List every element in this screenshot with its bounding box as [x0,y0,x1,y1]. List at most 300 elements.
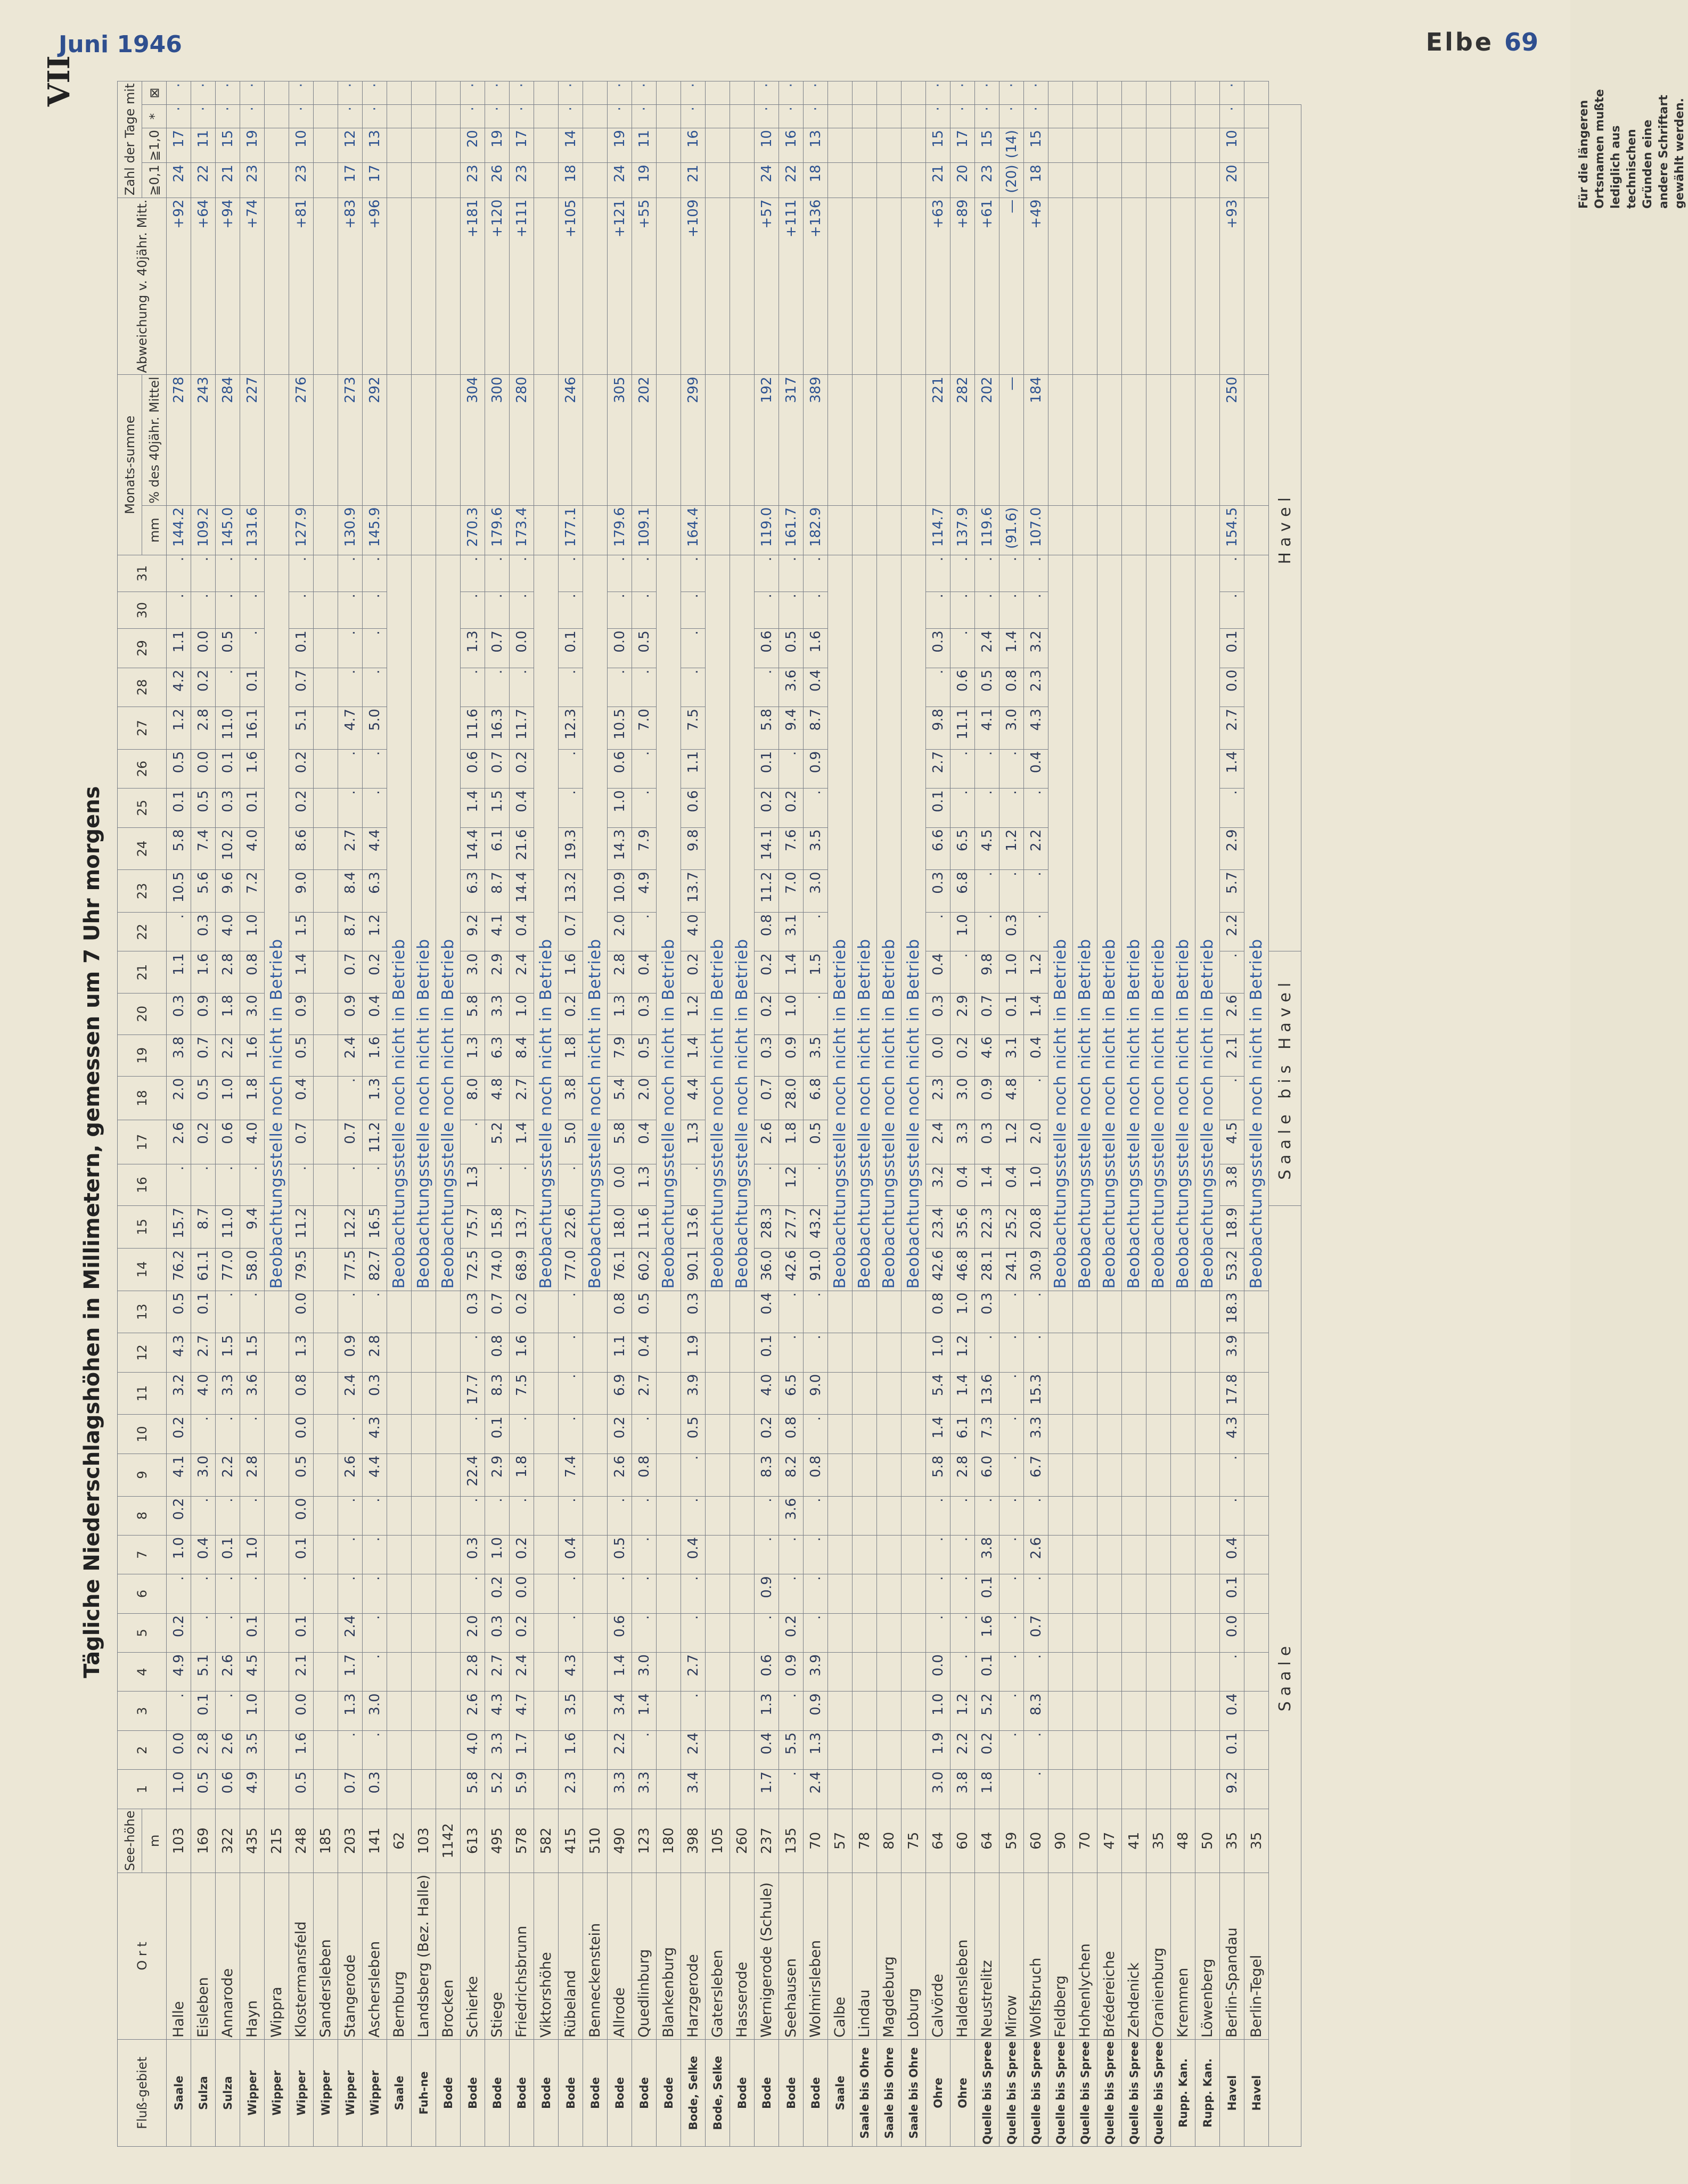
day-cell [706,1574,730,1613]
station-name: Magdeburg [877,1873,902,2039]
day-value: 76.1 [608,1248,632,1291]
day-cell [1122,1535,1146,1574]
day-value: . [338,668,363,707]
summary-dev: +105 [559,198,583,375]
day-cell [1073,1496,1097,1535]
summary-cell [730,105,755,128]
day-value: . [1024,789,1048,827]
summary-cell [583,105,608,128]
day-value: 0.5 [167,749,191,788]
summary-dev: +121 [608,198,632,375]
day-value: 9.2 [1220,1770,1244,1809]
station-name: Wippra [265,1873,289,2039]
summary-cell [1122,81,1146,105]
day-cell [706,1730,730,1769]
day-cell [412,1653,436,1692]
station-elevation: 578 [510,1809,534,1873]
header-day: 11 [118,1372,167,1415]
day-value: . [1024,592,1048,629]
day-cell [583,1454,608,1496]
summary-cell [534,198,559,375]
day-value: 1.9 [926,1730,950,1769]
not-in-operation-note: Beobachtungsstelle noch nicht in Betrieb [902,555,926,1291]
day-value: 0.4 [510,789,534,827]
day-value: . [950,629,975,668]
summary-cell [265,128,289,163]
day-cell [1073,1653,1097,1692]
station-elevation: 35 [1220,1809,1244,1873]
day-value [314,1034,338,1076]
day-value: . [999,1574,1024,1613]
summary-sn: · [926,105,950,128]
day-value: 0.7 [289,1120,314,1164]
day-cell [1171,1496,1195,1535]
day-value: 11.2 [289,1206,314,1249]
day-cell [265,1613,289,1652]
station-elevation: 613 [461,1809,485,1873]
day-value: 1.4 [289,951,314,993]
day-value: 11.2 [755,870,779,913]
day-value: 1.4 [510,1120,534,1164]
day-value: . [681,1692,706,1730]
day-cell [1073,1333,1097,1372]
summary-cell [1097,163,1122,198]
summary-cell [1048,81,1073,105]
day-value: 2.0 [461,1613,485,1652]
summary-cell [1048,105,1073,128]
day-value: . [926,555,950,592]
summary-mm: 154.5 [1220,505,1244,555]
day-value: 1.6 [289,1730,314,1769]
day-value: . [240,629,265,668]
day-value: 3.2 [1024,629,1048,668]
day-value: 8.7 [804,707,828,750]
day-value: 0.1 [191,1291,216,1333]
summary-gw: · [779,81,804,105]
day-value: 7.3 [975,1415,999,1454]
summary-n2: 12 [338,128,363,163]
day-value: 3.3 [1024,1415,1048,1454]
summary-mm: 109.2 [191,505,216,555]
summary-sn: · [167,105,191,128]
table-row [436,81,461,2147]
day-cell [412,1692,436,1730]
day-cell [902,1613,926,1652]
day-cell [828,1692,853,1730]
summary-pct: 202 [632,375,657,505]
day-value: . [950,789,975,827]
day-value: 0.1 [240,1613,265,1652]
day-value: 2.3 [1024,668,1048,707]
day-value: 1.4 [681,1034,706,1076]
day-value: 0.9 [804,749,828,788]
flussgebiet-cell: Bode [510,2039,534,2146]
day-value: 1.3 [461,629,485,668]
day-value: 0.1 [755,749,779,788]
day-cell [534,1574,559,1613]
day-value: 1.6 [363,1034,387,1076]
day-value: 2.7 [926,749,950,788]
day-value: 1.0 [950,913,975,951]
day-value: 1.0 [240,1535,265,1574]
header-seehoehe: See-höhe [118,1809,142,1873]
day-cell [902,1415,926,1454]
day-value: 0.4 [632,951,657,993]
day-value: . [338,629,363,668]
summary-gw [314,81,338,105]
day-cell [1122,1770,1146,1809]
day-value: 20.8 [1024,1206,1048,1249]
day-value: 3.8 [950,1770,975,1809]
day-value: . [975,555,999,592]
day-cell [1195,1291,1220,1333]
summary-cell [657,105,681,128]
day-value: 4.4 [363,1454,387,1496]
day-cell [1195,1415,1220,1454]
day-value: 0.5 [289,1770,314,1809]
day-value: 0.8 [289,1372,314,1415]
day-value: . [999,555,1024,592]
day-value: 28.0 [779,1076,804,1120]
day-value: 6.3 [461,870,485,913]
header-day: 14 [118,1248,167,1291]
day-value: 0.3 [461,1535,485,1574]
station-elevation: 203 [338,1809,363,1873]
day-value: 1.8 [779,1120,804,1164]
day-value: . [779,1291,804,1333]
station-elevation: 62 [387,1809,412,1873]
summary-cell [1097,105,1122,128]
flussgebiet-cell: Bode [804,2039,828,2146]
day-value: 27.7 [779,1206,804,1249]
summary-sn: · [1220,105,1244,128]
day-cell [730,1372,755,1415]
day-value: 16.3 [485,707,510,750]
day-value: . [804,1496,828,1535]
summary-cell [583,128,608,163]
day-value: 1.4 [1220,749,1244,788]
day-cell [583,1333,608,1372]
day-value: 22.4 [461,1454,485,1496]
day-value: 1.7 [755,1770,779,1809]
summary-cell [877,105,902,128]
day-cell [1122,1454,1146,1496]
day-value: . [216,1574,240,1613]
station-elevation: 64 [975,1809,999,1873]
summary-n1: 24 [608,163,632,198]
day-cell [1244,1653,1269,1692]
day-value: 1.0 [1024,1164,1048,1205]
station-elevation: 185 [314,1809,338,1873]
not-in-operation-note: Beobachtungsstelle noch nicht in Betrieb [387,555,412,1291]
day-cell [534,1653,559,1692]
day-value: 4.4 [363,827,387,870]
day-value: 1.3 [461,1164,485,1205]
day-cell [902,1333,926,1372]
day-cell [1048,1496,1073,1535]
summary-pct: 273 [338,375,363,505]
day-value: 0.7 [559,913,583,951]
day-value: 2.8 [216,951,240,993]
station-elevation: 103 [167,1809,191,1873]
day-cell [412,1613,436,1652]
summary-sn: · [950,105,975,128]
day-value: 2.4 [338,1034,363,1076]
day-value: 1.4 [779,951,804,993]
day-value: 3.4 [608,1692,632,1730]
day-value: . [167,555,191,592]
summary-cell [902,198,926,375]
day-value: 79.5 [289,1248,314,1291]
day-value: . [510,1415,534,1454]
day-value: 0.4 [755,1730,779,1769]
day-value: 1.0 [167,1770,191,1809]
day-value: . [926,592,950,629]
day-cell [853,1415,877,1454]
day-value: 0.2 [485,1574,510,1613]
summary-sn: · [510,105,534,128]
station-elevation: 260 [730,1809,755,1873]
day-value: . [167,1164,191,1205]
day-value: 0.3 [975,1291,999,1333]
summary-cell [387,375,412,505]
day-value: . [1024,913,1048,951]
day-value: 1.1 [167,629,191,668]
day-cell [1195,1454,1220,1496]
day-value: 2.3 [559,1770,583,1809]
day-value [314,1120,338,1164]
day-value: . [216,1415,240,1454]
summary-cell [1244,81,1269,105]
summary-cell [265,105,289,128]
day-cell [1122,1613,1146,1652]
day-value: 3.9 [1220,1333,1244,1372]
summary-cell [1073,105,1097,128]
table-row [583,81,608,2147]
day-value: 0.9 [338,993,363,1034]
day-cell [436,1770,461,1809]
day-value: 3.3 [485,1730,510,1769]
summary-cell [853,81,877,105]
header-ge10: ≧1,0 [142,128,167,163]
day-value [314,1653,338,1692]
day-value: 3.8 [1220,1164,1244,1205]
header-day: 24 [118,827,167,870]
summary-dev: +96 [363,198,387,375]
summary-cell [1122,163,1146,198]
day-value: 1.4 [608,1653,632,1692]
day-value: 0.3 [755,1034,779,1076]
day-cell [657,1692,681,1730]
day-value: . [999,1692,1024,1730]
summary-cell [1244,105,1269,128]
summary-n2: 10 [289,128,314,163]
day-value: 1.7 [338,1653,363,1692]
day-value: 4.8 [485,1076,510,1120]
day-value: 0.2 [681,951,706,993]
summary-cell [1171,198,1195,375]
day-value: 1.2 [363,913,387,951]
flussgebiet-cell: Bode [461,2039,485,2146]
day-value: 0.3 [926,629,950,668]
station-elevation: 80 [877,1809,902,1873]
day-value: 0.4 [632,1333,657,1372]
day-cell [1146,1770,1171,1809]
summary-cell [1195,163,1220,198]
station-elevation: 435 [240,1809,265,1873]
day-value: . [240,1164,265,1205]
summary-sn: · [559,105,583,128]
day-value [314,1692,338,1730]
table-row [363,81,387,2147]
day-cell [436,1454,461,1496]
not-in-operation-note: Beobachtungsstelle noch nicht in Betrieb [265,555,289,1291]
day-cell [583,1535,608,1574]
day-value: 0.3 [363,1372,387,1415]
station-name: Klostermansfeld [289,1873,314,2039]
day-cell [436,1372,461,1415]
day-value: . [950,1496,975,1535]
day-cell [657,1535,681,1574]
summary-gw: · [632,81,657,105]
day-cell [1097,1574,1122,1613]
day-value: 1.2 [999,1120,1024,1164]
day-value: 43.2 [804,1206,828,1249]
table-row [1195,81,1220,2147]
day-value: 2.6 [216,1730,240,1769]
day-value: 3.0 [240,993,265,1034]
header-day: 12 [118,1333,167,1372]
day-value: 0.2 [167,1496,191,1535]
day-value: 3.6 [779,1496,804,1535]
summary-cell [853,505,877,555]
day-value: 1.0 [240,1692,265,1730]
day-value: 1.0 [485,1535,510,1574]
day-value: 5.4 [926,1372,950,1415]
summary-n2: 15 [1024,128,1048,163]
station-elevation: 57 [828,1809,853,1873]
summary-cell [265,163,289,198]
day-value: 0.9 [779,1653,804,1692]
day-value: 14.1 [755,827,779,870]
table-row [240,81,265,2147]
day-value: 1.4 [999,629,1024,668]
day-cell [706,1692,730,1730]
station-elevation: 415 [559,1809,583,1873]
day-value: 10.9 [608,870,632,913]
summary-cell [902,163,926,198]
summary-cell [534,163,559,198]
day-value: 3.0 [191,1454,216,1496]
summary-cell [657,505,681,555]
day-cell [265,1291,289,1333]
summary-cell [706,198,730,375]
day-value: . [216,1613,240,1652]
day-cell [706,1372,730,1415]
flussgebiet-cell: Quelle bis Spree [1048,2039,1073,2146]
day-value: . [804,1613,828,1652]
summary-cell [1122,375,1146,505]
summary-n1: 21 [926,163,950,198]
day-cell [853,1496,877,1535]
day-value: . [559,668,583,707]
day-value: . [926,1496,950,1535]
table-row [706,81,730,2147]
summary-cell [902,105,926,128]
day-value: . [632,789,657,827]
day-cell [1146,1730,1171,1769]
day-cell [1171,1653,1195,1692]
day-cell [265,1574,289,1613]
table-row [289,81,314,2147]
day-value: 7.5 [510,1372,534,1415]
day-value: 14.4 [461,827,485,870]
flussgebiet-cell: Bode [436,2039,461,2146]
day-value: 4.7 [338,707,363,750]
day-cell [1097,1372,1122,1415]
station-elevation: 60 [950,1809,975,1873]
summary-dev: — [999,198,1024,375]
day-cell [1171,1730,1195,1769]
day-value: . [999,1454,1024,1496]
day-value: 7.2 [240,870,265,913]
day-value: 7.4 [559,1454,583,1496]
day-value: . [755,555,779,592]
summary-n1: 26 [485,163,510,198]
summary-cell [265,375,289,505]
day-value: 2.2 [216,1454,240,1496]
station-name: Loburg [902,1873,926,2039]
day-value: 30.9 [1024,1248,1048,1291]
table-row [314,81,338,2147]
day-value: . [632,1613,657,1652]
day-cell [657,1291,681,1333]
day-value: 1.5 [804,951,828,993]
station-elevation: 35 [1244,1809,1269,1873]
day-value: 0.7 [485,629,510,668]
day-cell [877,1574,902,1613]
summary-mm: 109.1 [632,505,657,555]
day-value: 2.4 [804,1770,828,1809]
day-value: . [926,1613,950,1652]
summary-mm: (91.6) [999,505,1024,555]
station-elevation: 322 [216,1809,240,1873]
day-cell [1195,1613,1220,1652]
summary-cell [1171,81,1195,105]
day-value [314,789,338,827]
station-name: Feldberg [1048,1873,1073,2039]
day-value: . [1024,1496,1048,1535]
summary-dev: +55 [632,198,657,375]
day-value: . [632,555,657,592]
day-value: 1.0 [926,1692,950,1730]
not-in-operation-note: Beobachtungsstelle noch nicht in Betrieb [412,555,436,1291]
day-value: . [191,592,216,629]
summary-pct: 246 [559,375,583,505]
header-day: 21 [118,951,167,993]
day-cell [583,1730,608,1769]
day-value: 1.6 [191,951,216,993]
station-name: Gatersleben [706,1873,730,2039]
day-value: 4.7 [510,1692,534,1730]
day-value: 7.9 [608,1034,632,1076]
day-value: 1.8 [240,1076,265,1120]
header-day: 5 [118,1613,167,1652]
day-value: 0.9 [779,1034,804,1076]
day-cell [657,1653,681,1692]
day-cell [1122,1415,1146,1454]
day-value: 2.9 [485,1454,510,1496]
